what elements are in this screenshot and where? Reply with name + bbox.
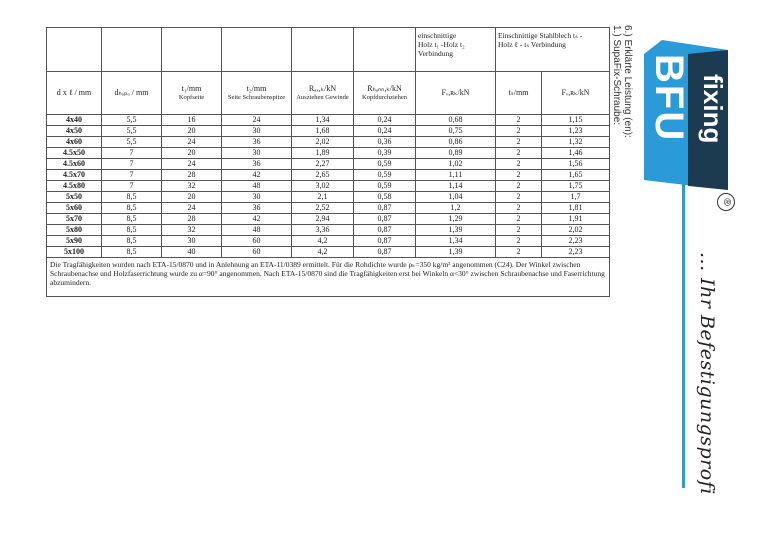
- table-cell: 2,52: [292, 203, 354, 214]
- column-header-7: [496, 72, 542, 115]
- logo-word: [698, 74, 728, 143]
- logo-fixing-text: fixing: [698, 74, 728, 144]
- table-cell: 2: [496, 159, 542, 170]
- table-cell: 48: [222, 225, 292, 236]
- table-cell: 0,87: [354, 203, 416, 214]
- table-row: [47, 247, 610, 258]
- table-cell: 5,5: [102, 137, 162, 148]
- table-cell: 32: [162, 225, 222, 236]
- table-cell: 5,5: [102, 126, 162, 137]
- header-group-row: [47, 28, 610, 72]
- table-cell: 1,04: [416, 192, 496, 203]
- table-cell: 1,23: [542, 126, 610, 137]
- logo-letters: [647, 54, 691, 142]
- table-cell: 0,36: [354, 137, 416, 148]
- column-header-label: dₕₒₚₒ / mm: [114, 88, 149, 97]
- column-header-subtitle: Seite Schraubenspitze: [227, 94, 286, 101]
- table-cell: 60: [222, 247, 292, 258]
- table-cell: 2: [496, 247, 542, 258]
- table-cell: 30: [222, 126, 292, 137]
- table-row: [47, 236, 610, 247]
- table-cell: 2,23: [542, 236, 610, 247]
- table-cell: 1,34: [292, 115, 354, 126]
- section-title: 6.) Erklärte Leistung (en):: [622, 25, 633, 138]
- table-row: [47, 148, 610, 159]
- slogan: ... Ihr Befestigungsprofi: [696, 252, 718, 495]
- table-cell: 24: [162, 159, 222, 170]
- group-wood-line-3: Verbindung: [418, 49, 453, 58]
- column-header-label: d x ℓ / mm: [56, 88, 92, 97]
- table-cell: 1,91: [542, 214, 610, 225]
- column-header-0: [47, 72, 102, 115]
- table-cell: 36: [222, 159, 292, 170]
- table-cell: 4,2: [292, 247, 354, 258]
- table-cell: 0,87: [354, 225, 416, 236]
- table-cell: 2: [496, 137, 542, 148]
- group-steel-line-1: Einschnittige Stahlblech tₛ -: [498, 31, 583, 40]
- table-cell: 7: [102, 170, 162, 181]
- column-header-2: [162, 72, 222, 115]
- table-cell: 1,39: [416, 247, 496, 258]
- table-cell: 5x50: [47, 192, 102, 203]
- table-cell: 8,5: [102, 192, 162, 203]
- table-cell: 24: [222, 115, 292, 126]
- table-cell: 4,2: [292, 236, 354, 247]
- table-cell: 1,2: [416, 203, 496, 214]
- group-header-steel: [496, 28, 610, 72]
- table-cell: 2,1: [292, 192, 354, 203]
- group-header-wood: [416, 28, 496, 72]
- table-row: [47, 170, 610, 181]
- column-header-subtitle: Kopfseite: [178, 94, 205, 101]
- table-cell: 7: [102, 181, 162, 192]
- table-cell: 2,94: [292, 214, 354, 225]
- table-cell: 0,87: [354, 247, 416, 258]
- table-cell: 0,24: [354, 126, 416, 137]
- table-cell: 1,32: [542, 137, 610, 148]
- table-cell: 1,89: [292, 148, 354, 159]
- table-cell: 2: [496, 115, 542, 126]
- table-row: [47, 214, 610, 225]
- table-cell: 1,56: [542, 159, 610, 170]
- table-cell: 2: [496, 192, 542, 203]
- column-header-4: [292, 72, 354, 115]
- column-header-subtitle: Kopfdurchziehen: [361, 94, 408, 101]
- table-cell: 4x60: [47, 137, 102, 148]
- column-header-label: t₁/mm: [181, 84, 202, 93]
- table-cell: 1,15: [542, 115, 610, 126]
- table-cell: 2: [496, 148, 542, 159]
- table-cell: 2: [496, 170, 542, 181]
- table-cell: 36: [222, 203, 292, 214]
- table-cell: 32: [162, 181, 222, 192]
- table-row: [47, 115, 610, 126]
- table-cell: 5x100: [47, 247, 102, 258]
- table-cell: 2: [496, 126, 542, 137]
- table-cell: 2,27: [292, 159, 354, 170]
- table-cell: 2: [496, 203, 542, 214]
- table-cell: 2,02: [542, 225, 610, 236]
- group-steel-line-2: Holz ℓ - tₛ Verbindung: [498, 40, 566, 49]
- table-cell: 3,02: [292, 181, 354, 192]
- table-cell: 8,5: [102, 225, 162, 236]
- table-cell: 0,68: [416, 115, 496, 126]
- table-cell: 0,75: [416, 126, 496, 137]
- column-header-label: tₛ/mm: [508, 88, 529, 97]
- column-header-label: Fᵥ,ʀₖ/kN: [561, 88, 590, 97]
- table-cell: 0,87: [354, 214, 416, 225]
- column-header-label: Fᵥ,ʀₖ/kN: [441, 88, 470, 97]
- table-cell: 5x70: [47, 214, 102, 225]
- table-row: [47, 203, 610, 214]
- table-cell: 1,75: [542, 181, 610, 192]
- table-cell: 2: [496, 214, 542, 225]
- table-cell: 8,5: [102, 236, 162, 247]
- table-cell: 40: [162, 247, 222, 258]
- blue-divider-line: [682, 183, 685, 488]
- table-cell: 0,39: [354, 148, 416, 159]
- table-cell: 3,36: [292, 225, 354, 236]
- table-cell: 1,81: [542, 203, 610, 214]
- table-cell: 1,02: [416, 159, 496, 170]
- table-cell: 1,46: [542, 148, 610, 159]
- registered-mark: ®: [717, 193, 735, 211]
- table-cell: 4.5x80: [47, 181, 102, 192]
- table-cell: 8,5: [102, 214, 162, 225]
- table-cell: 5x80: [47, 225, 102, 236]
- table-row: [47, 126, 610, 137]
- table-cell: 5x90: [47, 236, 102, 247]
- column-header-6: [416, 72, 496, 115]
- table-row: [47, 192, 610, 203]
- table-cell: 5,5: [102, 115, 162, 126]
- table-cell: 60: [222, 236, 292, 247]
- column-header-label: Rₕₐₙₙ,ₖ/kN: [367, 84, 402, 93]
- table-cell: 1,7: [542, 192, 610, 203]
- table-cell: 48: [222, 181, 292, 192]
- table-cell: 0,86: [416, 137, 496, 148]
- table-cell: 20: [162, 192, 222, 203]
- table-cell: 4.5x50: [47, 148, 102, 159]
- table-cell: 4x50: [47, 126, 102, 137]
- table-cell: 2,23: [542, 247, 610, 258]
- table-cell: 28: [162, 214, 222, 225]
- table-cell: 30: [222, 192, 292, 203]
- table-cell: 42: [222, 170, 292, 181]
- table-cell: 4.5x60: [47, 159, 102, 170]
- table-row: [47, 159, 610, 170]
- table-cell: 1,68: [292, 126, 354, 137]
- table-cell: 0,89: [416, 148, 496, 159]
- table-cell: 4x40: [47, 115, 102, 126]
- logo-bfu-text: BFU: [647, 54, 691, 143]
- table-cell: 0,59: [354, 170, 416, 181]
- group-wood-line-1: einschnittige: [418, 31, 457, 40]
- table-cell: 2,02: [292, 137, 354, 148]
- table-row: [47, 181, 610, 192]
- table-row: [47, 137, 610, 148]
- table-cell: 1,65: [542, 170, 610, 181]
- table-cell: 7: [102, 148, 162, 159]
- table-cell: 0,59: [354, 181, 416, 192]
- column-header-label: t₂/mm: [246, 84, 267, 93]
- table-cell: 36: [222, 137, 292, 148]
- table-cell: 1,39: [416, 225, 496, 236]
- bfu-fixing-logo: [644, 40, 732, 190]
- table-cell: 1,34: [416, 236, 496, 247]
- column-header-1: [102, 72, 162, 115]
- column-header-5: [354, 72, 416, 115]
- column-header-subtitle: Ausziehen Gewinde: [296, 94, 349, 101]
- group-wood-line-2: Holz t₁ -Holz t₂: [418, 40, 465, 49]
- header-label-row: [47, 72, 610, 115]
- table-cell: 0,59: [354, 159, 416, 170]
- footnote: Die Tragfähigkeiten wurden nach ETA-15/0870 und in Anlehnung an ETA-11/0389 ermittelt. Für die Rohdichte wurde ρₖ=350 kg/m³ angenommen (C24). Der Winkel zwischen Schraubenachse und Holzfaserrichtung wurde zu α=90° angenommen. Nach ETA-15/0870 sind die Tragfähigkeiten erst bei Winkeln α<30° zwischen Schraubenachse und Faserrichtung abzumindern.: [47, 258, 610, 297]
- table-cell: 1,14: [416, 181, 496, 192]
- table-cell: 30: [162, 236, 222, 247]
- table-row: [47, 225, 610, 236]
- table-cell: 0,24: [354, 115, 416, 126]
- column-header-label: Rₐₓ,ₖ/kN: [308, 84, 337, 93]
- table-cell: 28: [162, 170, 222, 181]
- table-cell: 24: [162, 137, 222, 148]
- subsection-title: 1.) SupaFix-Schraube:: [611, 25, 622, 126]
- table-cell: 2: [496, 225, 542, 236]
- table-cell: 30: [222, 148, 292, 159]
- table-cell: 42: [222, 214, 292, 225]
- table-cell: 16: [162, 115, 222, 126]
- table-cell: 5x60: [47, 203, 102, 214]
- column-header-8: [542, 72, 610, 115]
- table-cell: 20: [162, 148, 222, 159]
- table-cell: 2: [496, 236, 542, 247]
- table-cell: 8,5: [102, 247, 162, 258]
- table-cell: 0,87: [354, 236, 416, 247]
- table-body: [47, 115, 610, 258]
- table-cell: 0,58: [354, 192, 416, 203]
- table-cell: 20: [162, 126, 222, 137]
- column-header-3: [222, 72, 292, 115]
- table-cell: 4.5x70: [47, 170, 102, 181]
- performance-table: [46, 27, 610, 297]
- table-cell: 2,65: [292, 170, 354, 181]
- table-cell: 7: [102, 159, 162, 170]
- footnote-row: [47, 258, 610, 297]
- table-cell: 1,29: [416, 214, 496, 225]
- table-cell: 1,11: [416, 170, 496, 181]
- table-cell: 2: [496, 181, 542, 192]
- table-cell: 24: [162, 203, 222, 214]
- table-cell: 8,5: [102, 203, 162, 214]
